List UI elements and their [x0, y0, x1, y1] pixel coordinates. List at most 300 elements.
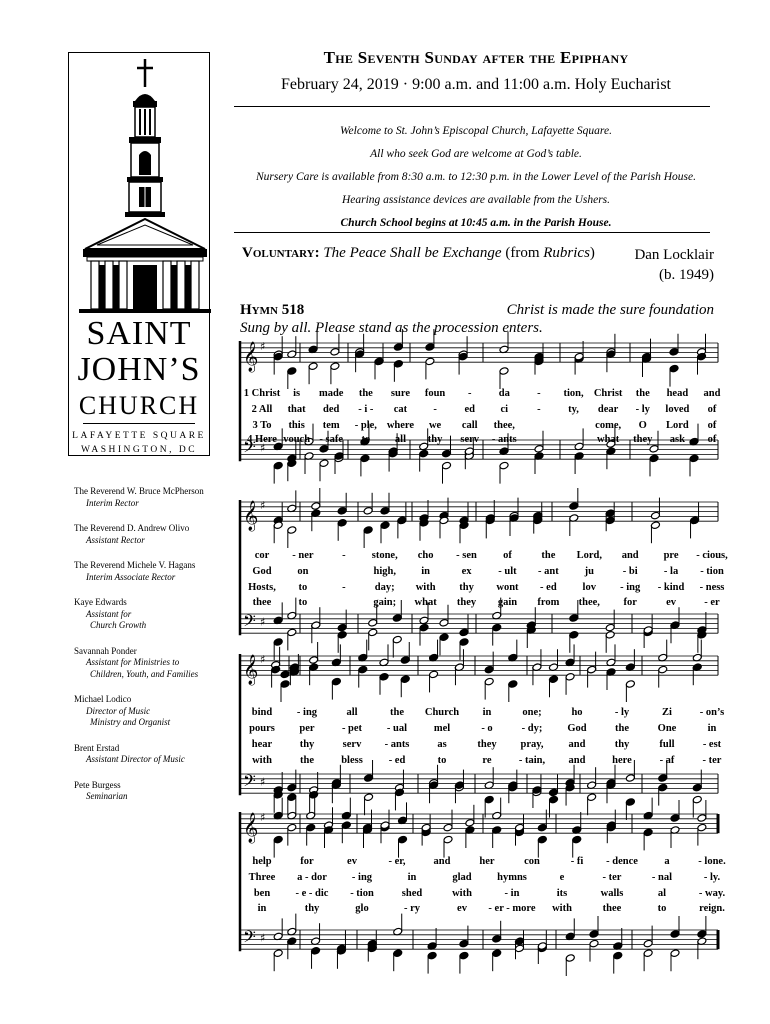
note-head	[287, 526, 297, 535]
note-head	[397, 516, 407, 525]
lyric-syllable: per	[299, 723, 315, 734]
note-head	[419, 449, 429, 458]
note-head	[393, 343, 403, 352]
lyric-syllable: we	[428, 420, 442, 431]
lyric-syllable: they	[633, 434, 653, 445]
lyric-syllable: - in	[504, 888, 520, 899]
staff-role: Seminarian	[86, 791, 128, 801]
lyric-syllable: thy	[459, 582, 474, 593]
lyric-syllable: to	[437, 755, 447, 766]
lyric-syllable: thy	[614, 739, 630, 750]
note-head	[670, 814, 680, 823]
lyric-syllable: hymns	[497, 872, 527, 883]
note-head	[534, 445, 544, 454]
lyric-syllable: with	[452, 888, 472, 899]
note-head	[589, 939, 599, 948]
lyric-syllable: to	[657, 903, 667, 914]
note-head	[537, 823, 547, 832]
lyric-syllable: bless	[341, 755, 363, 766]
lyric-syllable: thee,	[578, 597, 600, 608]
lyric-syllable: - er,	[388, 856, 406, 867]
note-head	[374, 357, 384, 366]
note-head	[459, 628, 469, 637]
treble-clef: 𝄞	[243, 655, 259, 686]
lyric-syllable: here	[612, 755, 632, 766]
lyric-syllable: -	[433, 404, 437, 415]
lyric-syllable: with	[415, 582, 436, 593]
lyric-syllable: thee	[602, 903, 622, 914]
note-head	[331, 677, 341, 686]
lyric-syllable: - safe	[319, 434, 344, 445]
lyric-syllable: where	[386, 420, 415, 431]
lyric-syllable: mel	[433, 723, 451, 734]
lyric-syllable: tion,	[563, 388, 584, 399]
lyric-syllable: in	[707, 723, 717, 734]
note-head	[392, 614, 402, 623]
note-head	[499, 461, 509, 470]
lyric-syllable: on	[297, 566, 309, 577]
hymn-number: Hymn 518	[240, 302, 305, 318]
lyric-syllable: the	[300, 755, 314, 766]
note-head	[549, 788, 559, 797]
lyric-syllable: vouch	[283, 434, 311, 445]
lyric-syllable: Lord	[665, 420, 689, 431]
lyric-syllable: cho	[417, 550, 434, 561]
lyric-syllable: a	[664, 856, 670, 867]
lyric-syllable: foun	[424, 388, 446, 399]
lyric-syllable: her	[479, 856, 495, 867]
note-head	[287, 783, 297, 792]
service-title: The Seventh Sunday after the Epiphany	[323, 48, 629, 67]
lyric-syllable: - ing	[620, 582, 641, 593]
note-head	[605, 631, 615, 640]
lyric-syllable: what	[414, 597, 437, 608]
note-head	[484, 677, 494, 686]
note-head	[429, 670, 439, 679]
note-head	[308, 362, 318, 371]
staff-role: Children, Youth, and Families	[90, 668, 199, 679]
lyric-syllable: the	[635, 388, 650, 399]
lyric-syllable: - ness	[699, 582, 725, 593]
note-head	[380, 507, 390, 516]
lyric-syllable: ty,	[568, 404, 579, 415]
lyric-syllable: - pet	[341, 723, 363, 734]
lyric-syllable: - ants	[384, 739, 410, 750]
lyric-syllable: 1 Christ	[243, 388, 281, 399]
lyric-syllable: tem	[322, 420, 340, 431]
lyric-syllable: they	[456, 597, 477, 608]
lyric-syllable: ben	[253, 888, 271, 899]
note-head	[484, 795, 494, 804]
note-head	[443, 823, 453, 832]
lyric-syllable: this	[288, 420, 305, 431]
lyric-syllable: shed	[401, 888, 423, 899]
lyric-syllable: bind	[251, 707, 273, 718]
lyric-syllable: walls	[600, 888, 624, 899]
note-head	[658, 783, 668, 792]
lyric-syllable: and	[621, 550, 639, 561]
note-head	[459, 638, 469, 647]
lyric-syllable: as	[437, 739, 447, 750]
note-head	[549, 675, 559, 684]
voluntary-source: Rubrics	[543, 245, 590, 261]
note-head	[697, 814, 707, 823]
note-head	[589, 930, 599, 939]
lyric-syllable: - dy;	[521, 723, 543, 734]
note-head	[364, 793, 374, 802]
note-head	[587, 665, 597, 674]
note-head	[306, 823, 316, 832]
lyric-syllable: Christ	[593, 388, 623, 399]
note-head	[368, 628, 378, 637]
lyric-syllable: - ter	[702, 755, 722, 766]
lyric-syllable: cor	[254, 550, 270, 561]
lyric-syllable: ev	[457, 903, 467, 914]
note-head	[311, 502, 321, 511]
staff-name: The Reverend D. Andrew Olivo	[74, 523, 190, 533]
lyric-syllable: the	[615, 723, 629, 734]
lyric-syllable: pray,	[520, 739, 544, 750]
staff-role: Interim Rector	[86, 497, 139, 508]
logo-church-text: CHURCH	[78, 391, 200, 420]
lyric-syllable: thee	[252, 597, 272, 608]
note-head	[337, 623, 347, 632]
note-head	[392, 635, 402, 644]
note-head	[650, 521, 660, 530]
lyric-syllable: come,	[595, 420, 622, 431]
lyric-syllable: - bi	[622, 566, 638, 577]
bass-clef: 𝄢	[243, 926, 256, 951]
lyric-syllable: ju	[584, 566, 594, 577]
lyric-syllable: thy	[304, 903, 320, 914]
lyric-syllable: ask	[669, 434, 685, 445]
note-head	[363, 526, 373, 535]
lyric-syllable: 4 Here	[247, 434, 277, 445]
staff-name: Brent Erstad	[74, 742, 120, 753]
lyric-syllable: is	[293, 388, 301, 399]
lyric-syllable: hear	[251, 739, 273, 750]
note-head	[492, 623, 502, 632]
lyric-syllable: - ult	[498, 566, 517, 577]
lyric-syllable: - er	[704, 597, 720, 608]
note-head	[398, 835, 408, 844]
logo-johns-text: JOHN’S	[77, 351, 201, 388]
lyric-syllable: serv	[342, 739, 362, 750]
lyric-syllable: and	[433, 856, 451, 867]
note-head	[459, 939, 469, 948]
lyric-syllable: the	[358, 388, 373, 399]
note-head	[649, 454, 659, 463]
lyric-syllable: in	[257, 903, 267, 914]
lyric-syllable: - kind	[657, 582, 685, 593]
lyric-syllable: -	[537, 388, 541, 399]
lyric-syllable: lov	[582, 582, 596, 593]
note-head	[625, 680, 635, 689]
lyric-syllable: gain;	[373, 597, 397, 608]
lyric-syllable: to	[298, 582, 308, 593]
note-head	[459, 951, 469, 960]
lyric-syllable: to	[298, 597, 308, 608]
lyric-syllable: - ly.	[703, 872, 721, 883]
note-head	[572, 835, 582, 844]
lyric-syllable: pours	[249, 723, 275, 734]
staff-role: Assistant Rector	[86, 534, 145, 545]
staff-role: Assistant for Ministries to	[86, 657, 180, 667]
note-head	[439, 633, 449, 642]
note-head	[442, 449, 452, 458]
note-head	[419, 623, 429, 632]
lyric-syllable: sure	[390, 388, 410, 399]
lyric-syllable: -	[537, 404, 541, 415]
lyric-syllable: - lone.	[698, 856, 726, 867]
lyric-syllable: that	[287, 404, 306, 415]
lyric-syllable: to	[361, 434, 371, 445]
note-head	[670, 949, 680, 958]
lyric-syllable: of	[707, 434, 717, 445]
lyric-syllable: - e - dic	[295, 888, 329, 899]
lyric-syllable: cat	[393, 404, 408, 415]
note-head	[613, 951, 623, 960]
note-head	[393, 949, 403, 958]
lyric-syllable: ed	[464, 404, 475, 415]
note-head	[549, 795, 559, 804]
note-head	[425, 357, 435, 366]
welcome-line: Hearing assistance devices are available from the Ushers.	[341, 194, 611, 206]
note-head	[492, 949, 502, 958]
bass-clef: 𝄢	[243, 610, 256, 635]
note-head	[439, 619, 449, 628]
note-head	[537, 835, 547, 844]
treble-clef: 𝄞	[243, 501, 259, 532]
lyric-syllable: with	[252, 755, 272, 766]
note-head	[443, 835, 453, 844]
lyric-syllable: - ter	[602, 872, 622, 883]
note-head	[337, 507, 347, 516]
note-head	[360, 454, 370, 463]
lyric-syllable: made	[318, 388, 344, 399]
note-head	[565, 673, 575, 682]
lyric-syllable: - way.	[698, 888, 726, 899]
note-head	[427, 951, 437, 960]
lyric-syllable: -	[342, 550, 346, 561]
lyric-syllable: help	[252, 856, 272, 867]
welcome-line: Welcome to St. John’s Episcopal Church, Lafayette Square.	[340, 125, 612, 137]
lyric-syllable: of	[503, 550, 512, 561]
note-head	[650, 511, 660, 520]
lyric-syllable: Three	[248, 872, 276, 883]
note-head	[273, 638, 283, 647]
hymn-instruction: Sung by all. Please stand as the procession enters.	[240, 320, 543, 336]
voluntary-label: Voluntary:	[242, 245, 320, 261]
note-head	[569, 614, 579, 623]
note-head	[287, 793, 297, 802]
lyric-syllable: loved	[665, 404, 690, 415]
key-signature-sharp: ♯	[260, 775, 266, 789]
lyric-syllable: day;	[374, 582, 395, 593]
lyric-syllable: of	[707, 404, 717, 415]
logo-location-line1: LAFAYETTE SQUARE	[72, 431, 206, 441]
note-head	[643, 939, 653, 948]
lyric-syllable: ev	[347, 856, 357, 867]
service-date-line: February 24, 2019 · 9:00 a.m. and 11:00 a.m. Holy Eucharist	[281, 76, 671, 93]
lyric-syllable: thy	[299, 739, 315, 750]
lyric-syllable: what	[597, 434, 620, 445]
lyric-syllable: ho	[571, 707, 583, 718]
lyric-syllable: the	[541, 550, 556, 561]
note-head	[287, 823, 297, 832]
lyric-syllable: the	[390, 707, 404, 718]
lyric-syllable: from	[537, 597, 560, 608]
note-head	[287, 628, 297, 637]
note-head	[280, 680, 290, 689]
note-head	[587, 793, 597, 802]
note-head	[330, 362, 340, 371]
lyric-syllable: - ly	[614, 707, 630, 718]
note-head	[400, 656, 410, 665]
lyric-syllable: and	[568, 755, 586, 766]
staff-name: Savannah Ponder	[74, 645, 137, 656]
lyric-syllable: al	[657, 888, 667, 899]
lyric-syllable: 3 To	[252, 420, 272, 431]
note-head	[465, 819, 475, 828]
lyric-syllable: - ry	[403, 903, 421, 914]
lyric-syllable: Zi	[662, 707, 672, 718]
lyric-syllable: con	[524, 856, 540, 867]
lyric-syllable: O	[638, 420, 647, 431]
lyric-syllable: gain	[497, 597, 518, 608]
lyric-syllable: - nal	[651, 872, 673, 883]
staff-role: Church Growth	[90, 620, 147, 630]
welcome-line: Nursery Care is available from 8:30 a.m. to 12:30 p.m. in the Lower Level of the Parish House.	[256, 171, 696, 183]
note-head	[364, 774, 374, 783]
note-head	[690, 516, 700, 525]
lyric-syllable: re	[482, 755, 492, 766]
lyric-syllable: and	[568, 739, 586, 750]
key-signature-sharp: ♯	[260, 498, 266, 512]
lyric-syllable: -	[342, 582, 346, 593]
bass-clef: 𝄢	[243, 436, 256, 461]
note-head	[330, 348, 340, 357]
treble-clef: 𝄞	[243, 342, 259, 373]
logo-location-line2: WASHINGTON, DC	[80, 445, 198, 455]
note-head	[309, 656, 319, 665]
note-head	[692, 795, 702, 804]
note-head	[643, 828, 653, 837]
lyric-syllable: - ants	[491, 434, 517, 445]
note-head	[442, 461, 452, 470]
lyric-syllable: - er - more	[488, 903, 536, 914]
lyric-syllable: all	[346, 707, 358, 718]
lyric-syllable: - o	[481, 723, 493, 734]
note-head	[669, 348, 679, 357]
staff-role: Assistant for	[86, 608, 132, 619]
key-signature-sharp: ♯	[260, 931, 266, 945]
note-head	[363, 507, 373, 516]
treble-clef: 𝄞	[243, 813, 259, 844]
note-head	[669, 364, 679, 373]
note-head	[400, 675, 410, 684]
lyric-syllable: serv	[460, 434, 480, 445]
note-head	[515, 944, 525, 953]
lyric-syllable: Lord,	[576, 550, 602, 561]
lyric-syllable: glad	[452, 872, 472, 883]
lyric-syllable: Church	[424, 707, 460, 718]
note-head	[625, 798, 635, 807]
lyric-syllable: all	[394, 434, 406, 445]
lyric-syllable: glo	[355, 903, 369, 914]
note-head	[508, 680, 518, 689]
note-head	[311, 947, 321, 956]
voluntary-title: The Peace Shall be Exchange	[323, 245, 502, 261]
note-head	[605, 516, 615, 525]
key-signature-sharp: ♯	[260, 441, 266, 455]
lyric-syllable: - ed	[540, 582, 557, 593]
lyric-syllable: e	[559, 872, 565, 883]
lyric-syllable: reign.	[699, 903, 725, 914]
lyric-syllable: One	[657, 723, 677, 734]
lyric-syllable: - on’s	[699, 707, 725, 718]
note-head	[569, 631, 579, 640]
lyric-syllable: with	[552, 903, 572, 914]
staff-role: Director of Music	[86, 705, 151, 716]
lyric-syllable: Hosts,	[248, 582, 276, 593]
lyric-syllable: - ner	[292, 550, 314, 561]
lyric-syllable: pre	[663, 550, 679, 561]
note-head	[380, 521, 390, 530]
lyric-syllable: its	[556, 888, 568, 899]
lyric-syllable: stone,	[371, 550, 398, 561]
key-signature-sharp: ♯	[260, 615, 266, 629]
lyric-syllable: - ple,	[354, 420, 377, 431]
note-head	[319, 445, 329, 454]
note-head	[692, 783, 702, 792]
composer-name: Dan Locklair	[634, 247, 714, 263]
note-head	[273, 949, 283, 958]
note-head	[337, 631, 347, 640]
lyric-syllable: - ed	[388, 755, 406, 766]
staff-role: Ministry and Organist	[90, 717, 171, 727]
note-head	[499, 367, 509, 376]
key-signature-sharp: ♯	[260, 339, 266, 353]
lyric-syllable: - dence	[606, 856, 638, 867]
lyric-syllable: dear	[597, 404, 619, 415]
lyric-syllable: - ly	[635, 404, 650, 415]
lyric-syllable: - ual	[386, 723, 408, 734]
note-head	[658, 665, 668, 674]
lyric-syllable: - ing	[351, 872, 373, 883]
welcome-line: Church School begins at 10:45 a.m. in the Parish House.	[340, 217, 612, 229]
note-head	[273, 461, 283, 470]
lyric-syllable: - sen	[456, 550, 477, 561]
lyric-syllable: call	[461, 420, 478, 431]
lyric-syllable: - est	[702, 739, 722, 750]
composer-dates: (b. 1949)	[659, 267, 714, 283]
note-head	[605, 623, 615, 632]
lyric-syllable: - tion	[350, 888, 374, 899]
staff-name: Kaye Edwards	[74, 597, 127, 607]
lyric-syllable: God	[567, 723, 587, 734]
voluntary-source-pre: (from	[505, 245, 544, 261]
note-head	[670, 930, 680, 939]
note-head	[565, 954, 575, 963]
lyric-syllable: in	[482, 707, 492, 718]
note-head	[393, 360, 403, 369]
lyric-syllable: - af	[659, 755, 675, 766]
lyric-syllable: - i -	[358, 404, 374, 415]
note-head	[569, 502, 579, 511]
lyric-syllable: - la	[663, 566, 679, 577]
note-head	[484, 665, 494, 674]
